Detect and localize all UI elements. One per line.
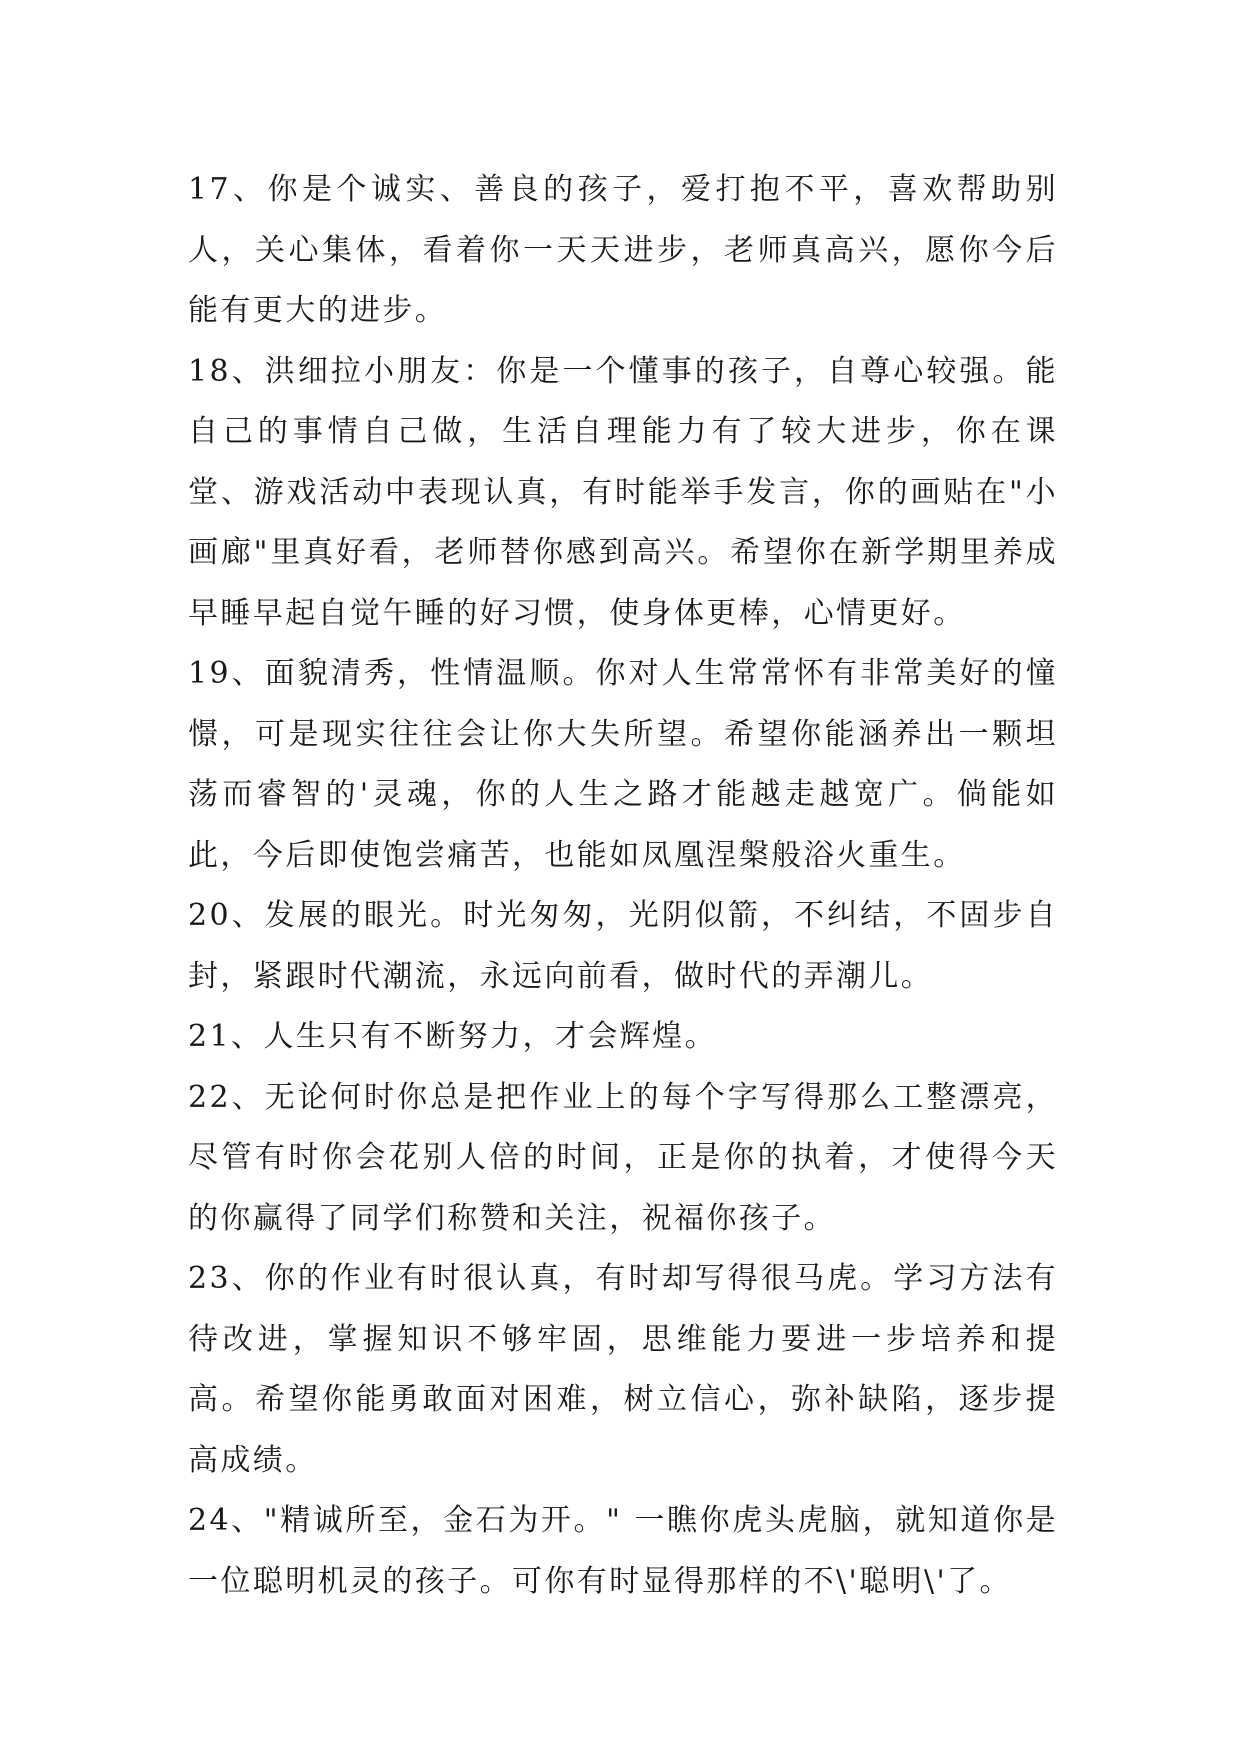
- paragraph-18: 18、洪细拉小朋友：你是一个懂事的孩子，自尊心较强。能自己的事情自己做，生活自理能力有了较大进步，你在课堂、游戏活动中表现认真，有时能举手发言，你的画贴在"小画廊"里真好看，老师替你感到高兴。希望你在新学期里养成早睡早起自觉午睡的好习惯，使身体更棒，心情更好。: [188, 353, 1058, 631]
- paragraph-23: 23、你的作业有时很认真，有时却写得很马虎。学习方法有待改进，掌握知识不够牢固，思维能力要进一步培养和提高。希望你能勇敢面对困难，树立信心，弥补缺陷，逐步提高成绩。: [188, 1261, 1058, 1478]
- paragraph-22: 22、无论何时你总是把作业上的每个字写得那么工整漂亮，尽管有时你会花别人倍的时间，正是你的执着，才使得今天的你赢得了同学们称赞和关注，祝福你孩子。: [188, 1079, 1058, 1236]
- paragraph-21: 21、人生只有不断努力，才会辉煌。: [188, 1019, 717, 1054]
- paragraph-20: 20、发展的眼光。时光匆匆，光阴似箭，不纠结，不固步自封，紧跟时代潮流，永远向前看，做时代的弄潮儿。: [188, 898, 1058, 994]
- paragraph-17: 17、你是个诚实、善良的孩子，爱打抱不平，喜欢帮助别人，关心集体，看着你一天天进步，老师真高兴，愿你今后能有更大的进步。: [188, 172, 1058, 328]
- document-body: [188, 160, 1058, 1612]
- paragraph-24: 24、"精诚所至，金石为开。" 一瞧你虎头虎脑，就知道你是一位聪明机灵的孩子。可你有时显得那样的不\'聪明\'了。: [188, 1503, 1058, 1599]
- paragraph-19: 19、面貌清秀，性情温顺。你对人生常常怀有非常美好的憧憬，可是现实往往会让你大失所望。希望你能涵养出一颗坦荡而睿智的'灵魂，你的人生之路才能越走越宽广。倘能如此，今后即使饱尝痛苦，也能如凤凰涅槃般浴火重生。: [188, 656, 1058, 873]
